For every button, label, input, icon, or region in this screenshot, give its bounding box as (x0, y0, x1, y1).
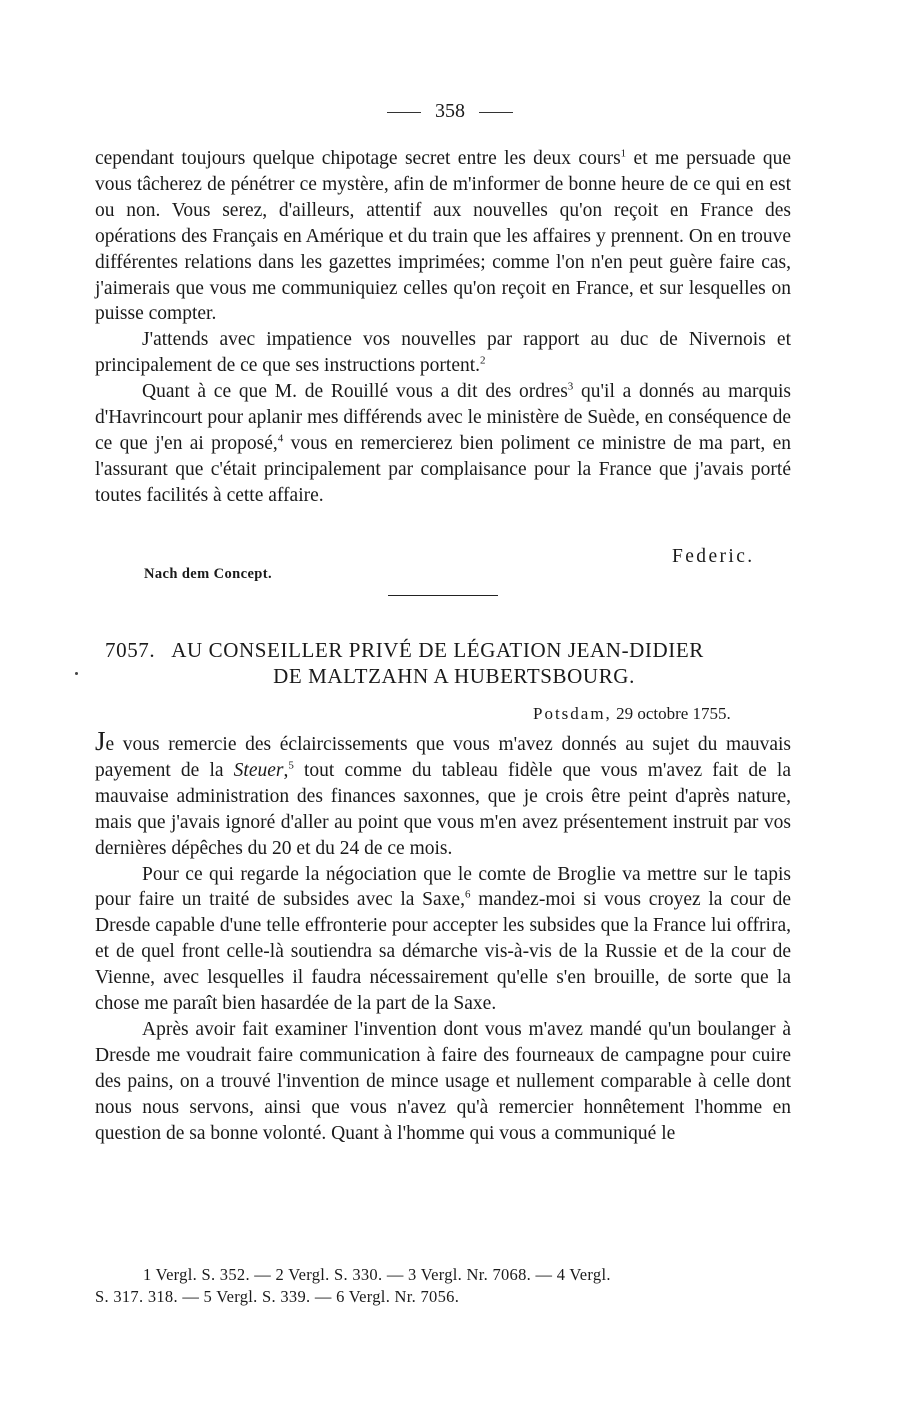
paragraph: Après avoir fait examiner l'invention dont vous m'avez mandé qu'un boulanger à Dresde me voudrait faire communication à faire des fourneaux de campagne pour cuire des pains, on a trouvé l'invention de mince usage et nullement comparable à celle dont nous nous servons, ainsi que vous n'avez qu'à remercier honnêtement l'homme en question de sa bonne volonté. Quant à l'homme qui vous a communiqué le (95, 1018, 791, 1144)
footnote-line-2: S. 317. 318. — 5 Vergl. S. 339. — 6 Vergl. Nr. 7056. (95, 1287, 460, 1306)
italic-term: Steuer (233, 759, 284, 781)
letter-one-body (95, 146, 791, 509)
footnote-ref: 6 (464, 888, 471, 901)
paragraph: J'attends avec impatience vos nouvelles par rapport au duc de Nivernois et principalement de ce que ses instructions portent.$^2$ (95, 329, 791, 377)
paragraph: Pour ce qui regarde la négociation que le comte de Broglie va mettre sur le tapis pour faire un traité de subsides avec la Saxe,$^6$ mandez-moi si vous croyez la cour de Dresde capable d'une telle effronterie pour accepter les subsides que la France lui offrira, et de quel front celle-là soutiendra sa démarche vis-à-vis de la Russie et de la cour de Vienne, avec lesquelles il faudra nécessairement qu'elle s'en brouille, de sorte que la chose me paraît bien hasardée de la part de la Saxe. (95, 863, 791, 1015)
letter-number: 7057. (105, 638, 156, 662)
footnote-ref: 4 (277, 432, 284, 445)
footnote-line-1: 1 Vergl. S. 352. — 2 Vergl. S. 330. — 3 Vergl. Nr. 7068. — 4 Vergl. (143, 1265, 611, 1284)
section-divider (388, 595, 498, 596)
source-note: Nach dem Concept. (144, 566, 273, 582)
signature: Federic. (672, 546, 755, 567)
heading-text-1: AU CONSEILLER PRIVÉ DE LÉGATION JEAN-DIDIER (171, 638, 704, 662)
header-dash-left (387, 112, 421, 113)
page-header (0, 100, 900, 123)
footnote-ref: 1 (620, 147, 627, 160)
place-date (533, 704, 731, 724)
footnote-ref: 5 (288, 759, 294, 772)
letter-date: 29 octobre 1755. (616, 704, 731, 723)
letter-two-body (95, 726, 791, 1147)
header-dash-right (479, 112, 513, 113)
letter-place: Potsdam, (533, 704, 612, 723)
footnotes (95, 1264, 791, 1308)
paragraph: Je vous remercie des éclaircissements que vous m'avez donnés au sujet du mauvais payement de la Steuer,$^5$ tout comme du tableau fidèle que vous m'avez fait de la mauvaise administration des finances saxonnes, que je crois être peint d'après nature, mais que j'avais ignoré d'aller au point que vous m'en avez présentement instruit par vos dernières dépêches du 20 et du 24 de ce mois. (95, 726, 791, 859)
paragraph: cependant toujours quelque chipotage secret entre les deux cours$^1$ et me persuade que vous tâcherez de pénétrer ce mystère, afin de m'informer de bonne heure de ce qui en est ou non. Vous serez, d'ailleurs, attentif aux nouvelles qu'on reçoit en France des opérations des Français en Amérique et du train que les affaires y prennent. On en trouve différentes relations dans les gazettes imprimées; comme l'on n'en peut guère faire cas, j'aimerais que vous me communiquiez celles qu'on reçoit en France, et sur lesquelles on puisse compter. (95, 147, 791, 325)
footnote-ref: 3 (567, 380, 574, 393)
paragraph: Quant à ce que M. de Rouillé vous a dit des ordres$^3$ qu'il a donnés au marquis d'Havrincourt pour aplanir mes différends avec le ministère de Suède, en conséquence de ce que j'en ai proposé,$^4$ vous en remercierez bien poliment ce ministre de ma part, en l'assurant que c'était principalement par complaisance pour la France que j'avais porté toutes facilités à cette affaire. (95, 380, 791, 506)
heading-line-1 (105, 638, 704, 663)
page-number: 358 (435, 100, 465, 122)
footnote-ref: 2 (480, 354, 486, 367)
heading-line-2: DE MALTZAHN A HUBERTSBOURG. (273, 664, 635, 688)
